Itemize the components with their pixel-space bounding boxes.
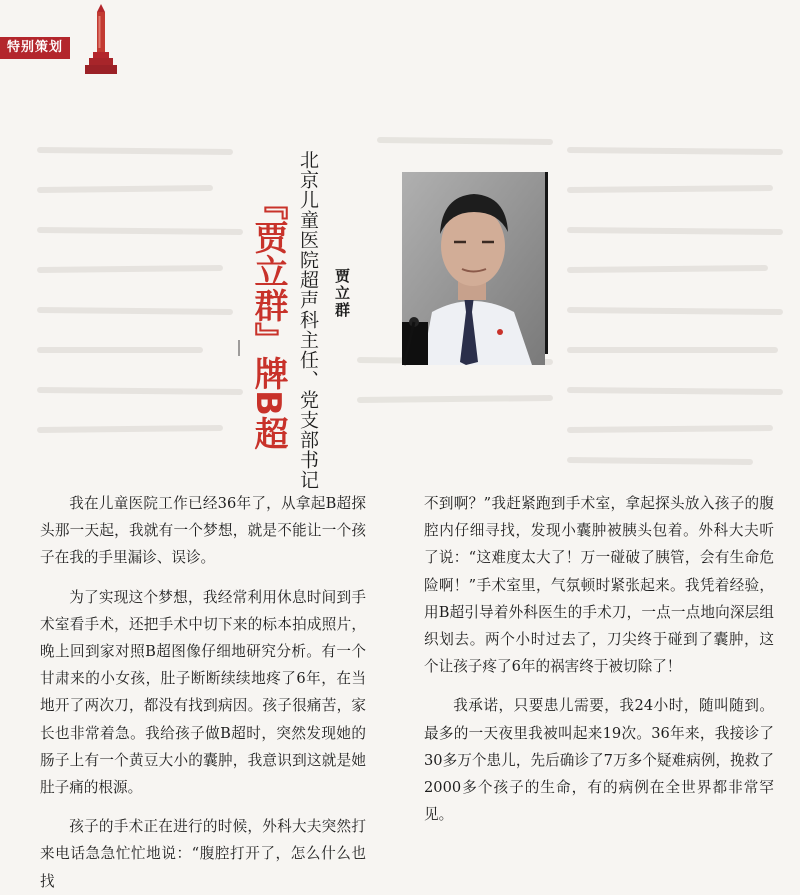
paragraph: 为了实现这个梦想，我经常利用休息时间到手术室看手术，还把手术中切下来的标本拍成照片，晚上回到家对照B超图像仔细地研究分析。有一个甘肃来的小女孩，肚子断断续续地疼了6年，在当地开了两次刀，都没有找到病因。孩子很痛苦，家长也非常着急。我给孩子做B超时，突然发现她的肠子上有一个黄豆大小的囊肿，我意识到这就是她肚子痛的根源。 bbox=[40, 588, 366, 797]
author-position: 北京儿童医院超声科主任、党支部书记 bbox=[297, 150, 319, 490]
author-name: 贾立群 bbox=[333, 268, 351, 319]
paragraph: 我在儿童医院工作已经36年了，从拿起B超探头那一天起，我就有一个梦想，就是不能让一个孩子在我的手里漏诊、误诊。 bbox=[40, 495, 366, 567]
author-portrait bbox=[402, 172, 545, 365]
section-tag: 特别策划 bbox=[0, 37, 70, 59]
monument-icon bbox=[82, 2, 120, 76]
title-mark bbox=[236, 340, 242, 356]
paragraph: 不到啊？”我赶紧跑到手术室，拿起探头放入孩子的腹腔内仔细寻找，发现小囊肿被胰头包着。外科大夫听了说：“这难度太大了！万一碰破了胰管，会有生命危险啊！”手术室里，气氛顿时紧张起来。我凭着经验，用B超引导着外科医生的手术刀，一点一点地向深层组织划去。两个小时过去了，刀尖终于碰到了囊肿，这个让孩子疼了6年的祸害终于被切除了！ bbox=[424, 495, 774, 676]
article-title: 『贾立群』牌B超 bbox=[248, 186, 288, 450]
paragraph: 我承诺，只要患儿需要，我24小时，随叫随到。最多的一天夜里我被叫起来19次。36年来，我接诊了30多万个患儿，先后确诊了7万多个疑难病例，挽救了2000多个孩子的生命，有的病例在全世界都非常罕见。 bbox=[424, 697, 774, 824]
body-column-left bbox=[40, 490, 366, 895]
body-column-right bbox=[424, 490, 774, 828]
paragraph: 孩子的手术正在进行的时候，外科大夫突然打来电话急急忙忙地说：“腹腔打开了，怎么什么也找 bbox=[40, 818, 366, 890]
